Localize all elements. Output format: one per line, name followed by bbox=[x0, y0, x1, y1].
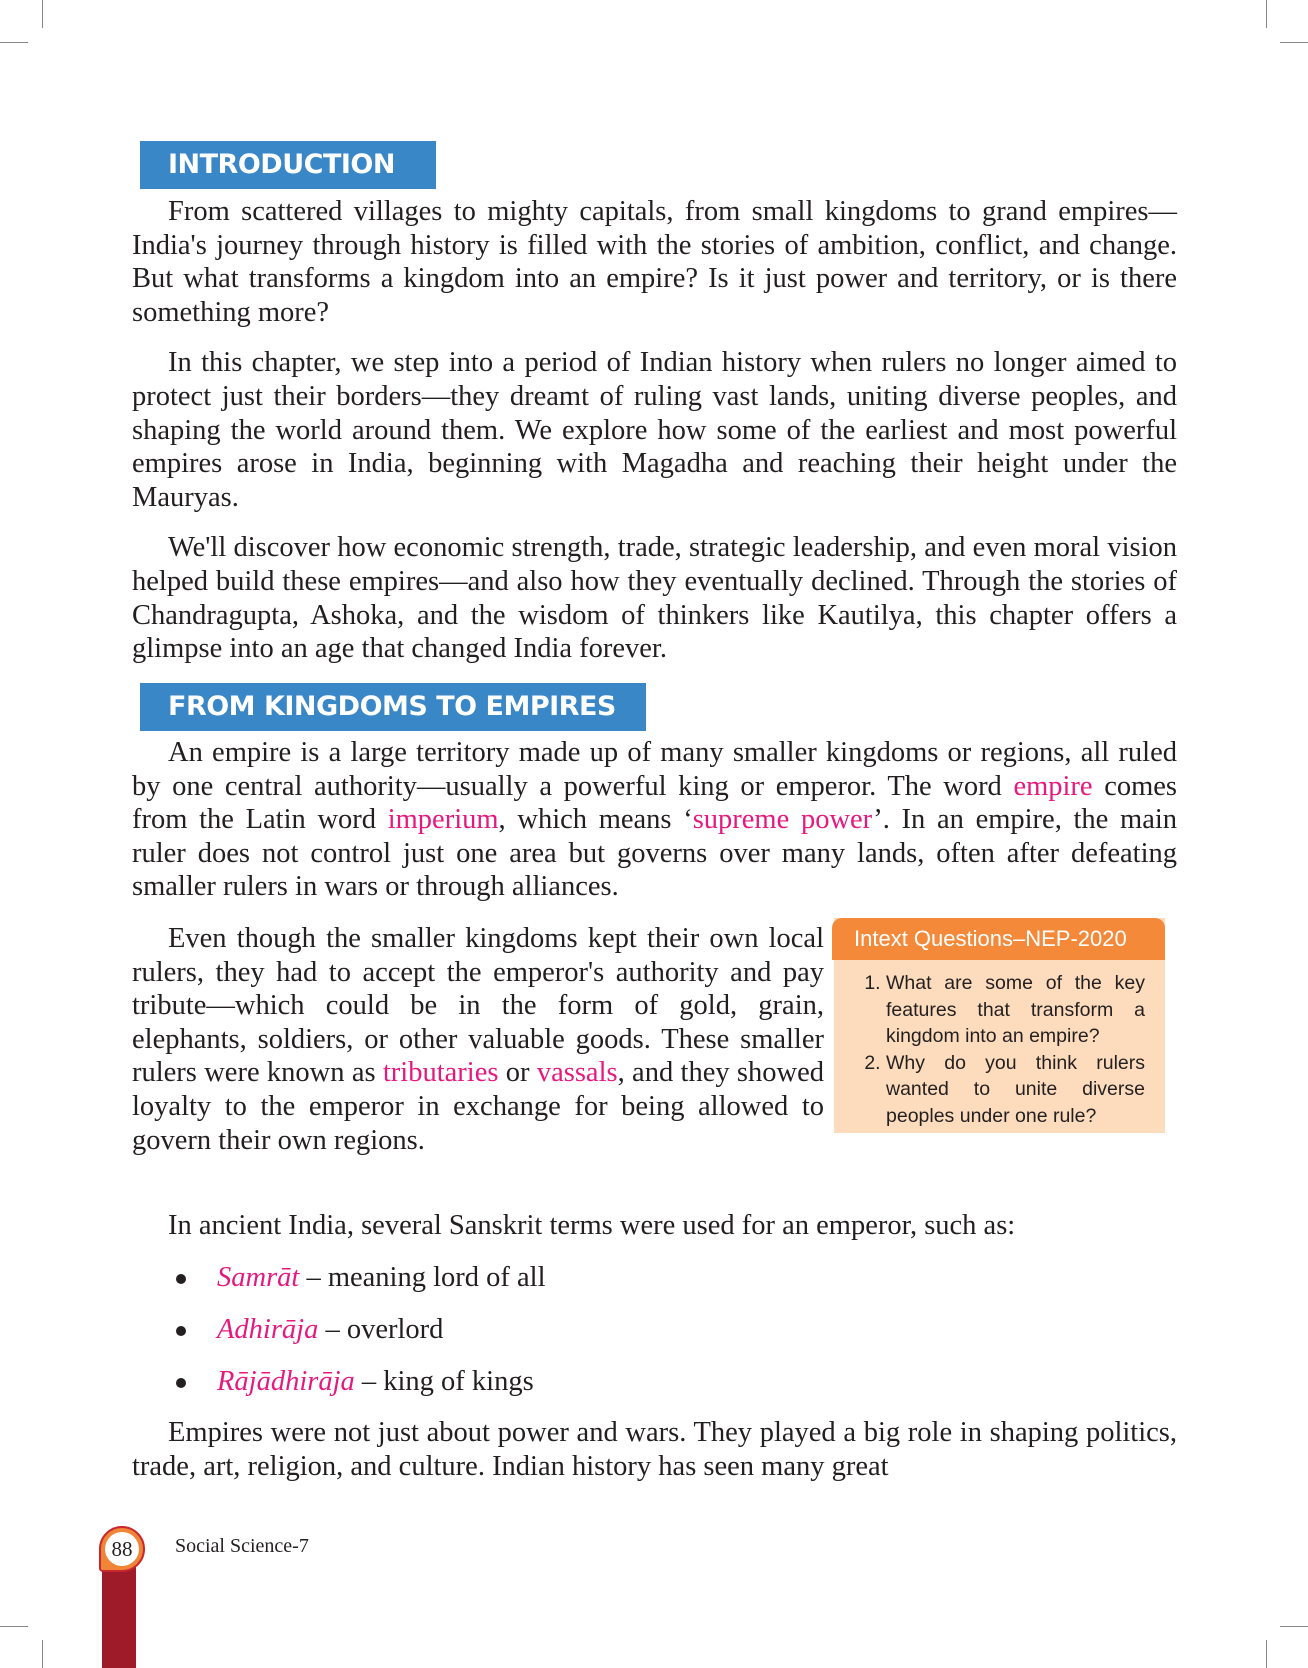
meaning: – meaning lord of all bbox=[299, 1262, 546, 1293]
list-item bbox=[176, 1362, 546, 1414]
empires-paragraph bbox=[132, 1416, 1177, 1483]
bullet-icon bbox=[176, 1326, 186, 1336]
text: , and they showed loyalty to the emperor in exchange for being allowed to govern their own regions. bbox=[132, 1057, 824, 1156]
tribute-paragraph bbox=[132, 922, 824, 1157]
introduction-body bbox=[132, 195, 1177, 666]
meaning: – overlord bbox=[318, 1314, 444, 1345]
sanskrit-intro bbox=[132, 1209, 1177, 1243]
term: Samrāt bbox=[217, 1262, 300, 1293]
crop-mark bbox=[1266, 1640, 1267, 1668]
crop-mark bbox=[1266, 0, 1267, 28]
bullet-icon bbox=[176, 1274, 186, 1284]
keyword-empire: empire bbox=[1013, 770, 1093, 802]
intext-title: Intext Questions–NEP-2020 bbox=[832, 918, 1165, 960]
crop-mark bbox=[1280, 42, 1308, 43]
text: ’. In an empire, the main ruler does not control just one area but governs over many lands, often after defeating smaller rulers in wars or through alliances. bbox=[132, 804, 1178, 903]
keyword-supreme-power: supreme power bbox=[692, 804, 874, 836]
section-heading-kingdoms-to-empires: FROM KINGDOMS TO EMPIRES bbox=[140, 683, 646, 731]
sanskrit-terms-list bbox=[176, 1258, 546, 1414]
paragraph bbox=[132, 736, 1177, 904]
term: Adhirāja bbox=[217, 1314, 319, 1345]
keyword-vassals: vassals bbox=[536, 1057, 618, 1089]
term: Rājādhirāja bbox=[217, 1366, 355, 1397]
crop-mark bbox=[42, 0, 43, 28]
crop-mark bbox=[1280, 1626, 1308, 1627]
paragraph: In ancient India, several Sanskrit terms were used for an emperor, such as: bbox=[168, 1210, 1016, 1241]
book-title: Social Science-7 bbox=[175, 1535, 309, 1557]
paragraph: From scattered villages to mighty capitals, from small kingdoms to grand empires—India's journey through history is filled with the stories of ambition, conflict, and change. But what transforms a kingdom into an empire? Is it just power and territory, or is there something more? bbox=[132, 196, 1177, 328]
keyword-tributaries: tributaries bbox=[382, 1057, 499, 1089]
crop-mark bbox=[0, 42, 28, 43]
page-number: 88 bbox=[105, 1532, 139, 1566]
paragraph: We'll discover how economic strength, trade, strategic leadership, and even moral vision helped build these empires—and also how they eventually declined. Through the stories of Chandragupta, Ashoka, and the wisdom of thinkers like Kautilya, this chapter offers a glimpse into an age that changed India forever. bbox=[132, 532, 1177, 665]
text: or bbox=[498, 1057, 537, 1089]
bullet-icon bbox=[176, 1378, 186, 1388]
page-number-badge bbox=[99, 1526, 145, 1572]
keyword-imperium: imperium bbox=[387, 804, 499, 836]
question-item: 1. What are some of the key features that transform a kingdom into an empire? bbox=[886, 970, 1145, 1050]
paragraph: Empires were not just about power and wars. They played a big role in shaping politics, trade, art, religion, and culture. Indian history has seen many great bbox=[132, 1417, 1177, 1482]
section-heading-introduction: INTRODUCTION bbox=[140, 141, 436, 189]
crop-mark bbox=[0, 1626, 28, 1627]
list-item bbox=[176, 1258, 546, 1310]
crop-mark bbox=[42, 1640, 43, 1668]
question-list bbox=[834, 970, 1145, 1129]
paragraph bbox=[132, 922, 824, 1157]
text: comes from the Latin word bbox=[132, 770, 1177, 836]
kingdoms-body bbox=[132, 736, 1177, 904]
list-item bbox=[176, 1310, 546, 1362]
text: Even though the smaller kingdoms kept their own local rulers, they had to accept the emperor's authority and pay tribute—which could be in the form of gold, grain, elephants, soldiers, or other valuable goods. These smaller rulers were known as bbox=[132, 923, 824, 1089]
intext-questions-box bbox=[834, 918, 1165, 1133]
text: , which means ‘ bbox=[498, 804, 693, 836]
question-item: 2. Why do you think rulers wanted to unite diverse peoples under one rule? bbox=[886, 1050, 1145, 1130]
paragraph: In this chapter, we step into a period of Indian history when rulers no longer aimed to protect just their borders—they dreamt of ruling vast lands, uniting diverse peoples, and shaping the world around them. We explore how some of the earliest and most powerful empires arose in India, beginning with Magadha and reaching their height under the Mauryas. bbox=[132, 347, 1177, 513]
text: An empire is a large territory made up of many smaller kingdoms or regions, all ruled by one central authority—usually a powerful king or emperor. The word bbox=[132, 737, 1177, 802]
meaning: – king of kings bbox=[354, 1366, 534, 1397]
